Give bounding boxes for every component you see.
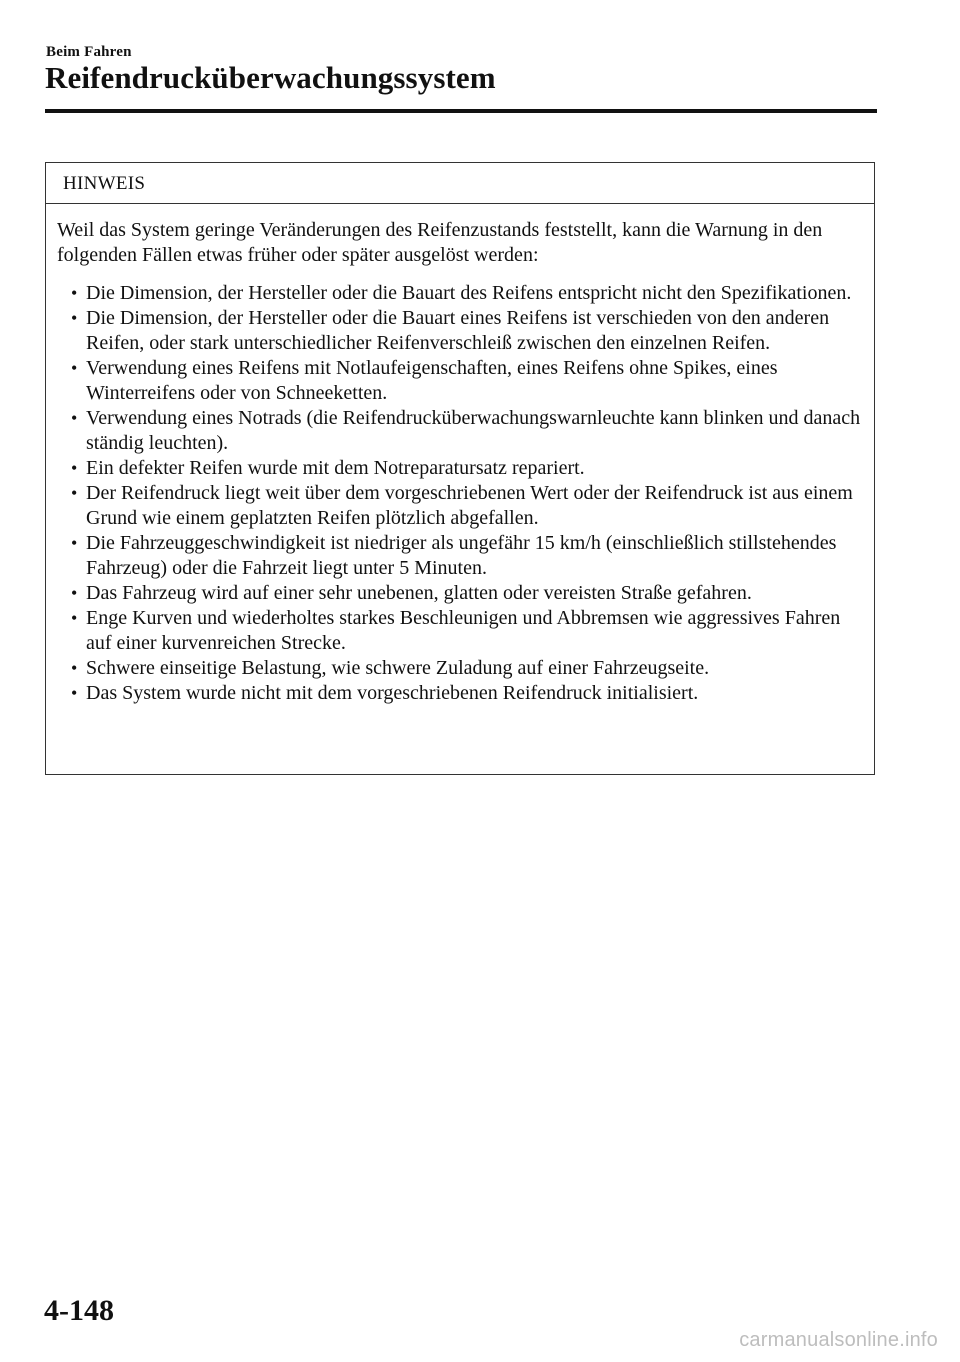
list-item (57, 481, 862, 531)
note-intro: Weil das System geringe Veränderungen des Reifenzustands feststellt, kann die Warnung in den folgenden Fällen etwas früher oder später ausgelöst werden: (57, 219, 823, 266)
list-item-text: Die Dimension, der Hersteller oder die Bauart des Reifens entspricht nicht den Spezifikationen. (86, 282, 852, 304)
list-item (57, 406, 862, 456)
bullet-icon: • (71, 483, 78, 503)
list-item (57, 456, 862, 481)
list-item (57, 656, 862, 681)
page-number: 4-148 (44, 1294, 114, 1327)
bullet-icon: • (71, 358, 78, 378)
list-item-text: Schwere einseitige Belastung, wie schwere Zuladung auf einer Fahrzeugseite. (86, 657, 710, 679)
title-rule (45, 109, 877, 113)
list-item-text: Verwendung eines Notrads (die Reifendrucküberwachungswarnleuchte kann blinken und danach ständig leuchten). (86, 407, 861, 454)
list-item (57, 581, 862, 606)
list-item (57, 531, 862, 581)
list-item (57, 356, 862, 406)
list-item (57, 306, 862, 356)
note-header: HINWEIS (46, 163, 874, 204)
bullet-icon: • (71, 683, 78, 703)
list-item (57, 606, 862, 656)
list-item (57, 681, 862, 706)
bullet-icon: • (71, 533, 78, 553)
list-item-text: Enge Kurven und wiederholtes starkes Beschleunigen und Abbremsen wie aggressives Fahren auf einer kurvenreichen Strecke. (86, 607, 841, 654)
list-item-text: Die Dimension, der Hersteller oder die Bauart eines Reifens ist verschieden von den anderen Reifen, oder stark unterschiedlicher Reifenverschleiß zwischen den einzelnen Reifen. (86, 307, 830, 354)
section-label: Beim Fahren (46, 44, 132, 60)
list-item-text: Der Reifendruck liegt weit über dem vorgeschriebenen Wert oder der Reifendruck ist aus einem Grund wie einem geplatzten Reifen plötzlich abgefallen. (86, 482, 853, 529)
bullet-icon: • (71, 583, 78, 603)
list-item-text: Das Fahrzeug wird auf einer sehr unebenen, glatten oder vereisten Straße gefahren. (86, 582, 752, 604)
bullet-icon: • (71, 308, 78, 328)
bullet-icon: • (71, 658, 78, 678)
bullet-icon: • (71, 608, 78, 628)
list-item-text: Die Fahrzeuggeschwindigkeit ist niedriger als ungefähr 15 km/h (einschließlich stillstehendes Fahrzeug) oder die Fahrzeit liegt unter 5 Minuten. (86, 532, 837, 579)
bullet-icon: • (71, 283, 78, 303)
bullet-icon: • (71, 408, 78, 428)
page-title: Reifendrucküberwachungssystem (45, 60, 496, 95)
watermark: carmanualsonline.info (739, 1329, 938, 1351)
note-list (57, 281, 862, 706)
list-item-text: Verwendung eines Reifens mit Notlaufeigenschaften, eines Reifens ohne Spikes, eines Winterreifens oder von Schneeketten. (86, 357, 778, 404)
note-box (45, 162, 875, 775)
bullet-icon: • (71, 458, 78, 478)
list-item-text: Das System wurde nicht mit dem vorgeschriebenen Reifendruck initialisiert. (86, 682, 699, 704)
list-item-text: Ein defekter Reifen wurde mit dem Notreparatursatz repariert. (86, 457, 585, 479)
list-item (57, 281, 862, 306)
note-body (46, 204, 874, 706)
